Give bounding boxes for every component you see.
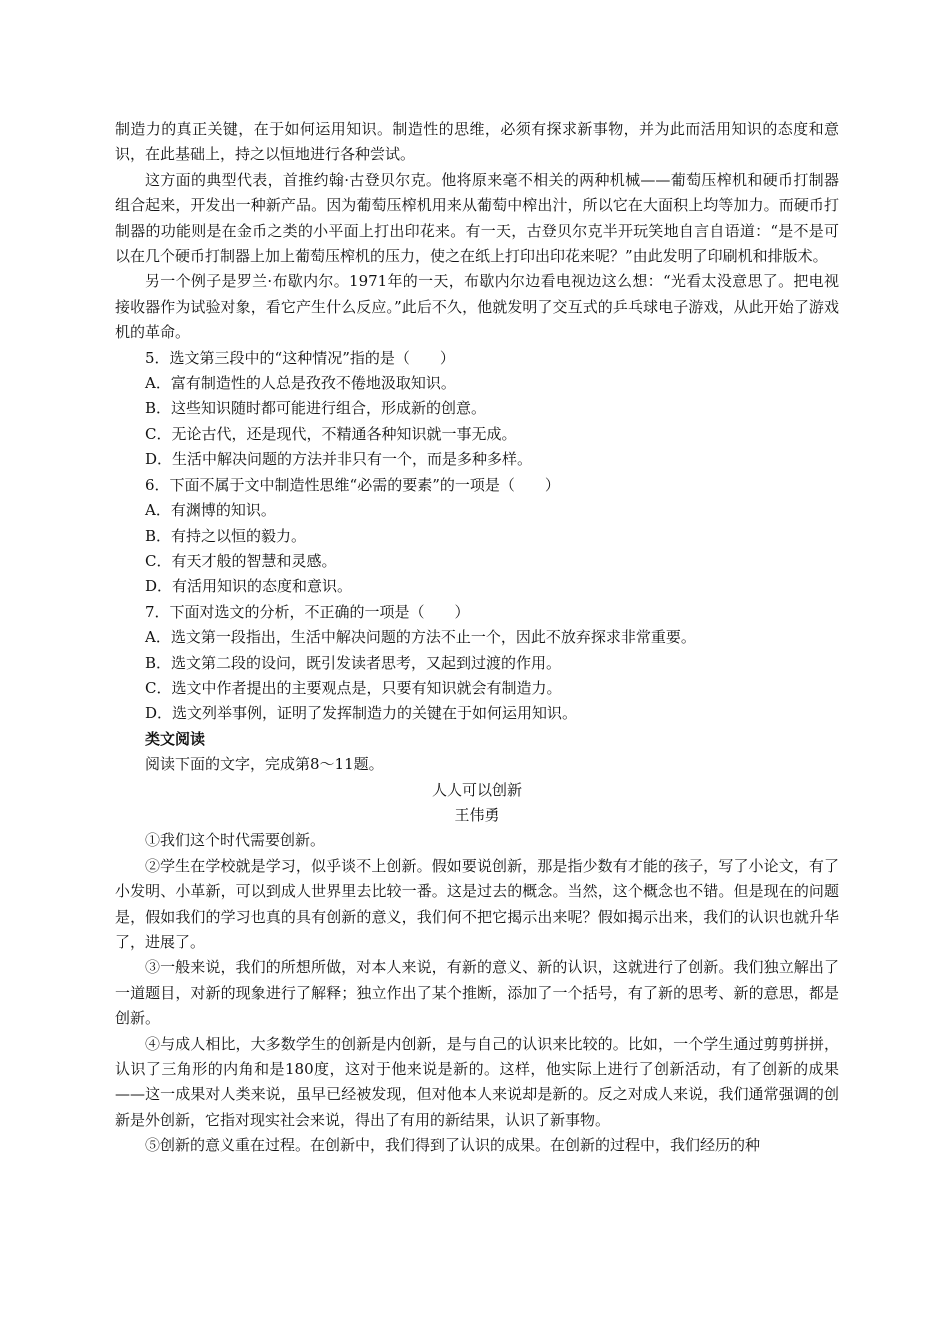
article-paragraph-2: ②学生在学校就是学习，似乎谈不上创新。假如要说创新，那是指少数有才能的孩子，写了小论文，有了小发明、小革新，可以到成人世界里去比较一番。这是过去的概念。当然，这个概念也不错。但是现在的问题是，假如我们的学习也真的具有创新的意义，我们何不把它揭示出来呢？假如揭示出来，我们的认识也就升华了，进展了。	[115, 856, 839, 951]
article-paragraph-5: ⑤创新的意义重在过程。在创新中，我们得到了认识的成果。在创新的过程中，我们经历的种	[145, 1136, 761, 1155]
article-paragraph-3: ③一般来说，我们的所想所做，对本人来说，有新的意义、新的认识，这就进行了创新。我们独立解出了一道题目，对新的现象进行了解释；独立作出了某个推断，添加了一个括号，有了新的思考、新的意思，都是创新。	[115, 958, 839, 1028]
question-6-stem: 6．下面不属于文中制造性思维“必需的要素”的一项是（ ）	[145, 475, 560, 494]
passage-paragraph-2: 这方面的典型代表，首推约翰·古登贝尔克。他将原来毫不相关的两种机械——葡萄压榨机和硬币打制器组合起来，开发出一种新产品。因为葡萄压榨机用来从葡萄中榨出汁，所以它在大面积上均等加力。而硬币打制器的功能则是在金币之类的小平面上打出印花来。有一天，古登贝尔克半开玩笑地自言自语道：“是不是可以在几个硬币打制器上加上葡萄压榨机的压力，使之在纸上打印出印花来呢？”由此发明了印刷机和排版术。	[115, 170, 839, 266]
section-instruction: 阅读下面的文字，完成第8～11题。	[145, 755, 384, 774]
question-7-option-c: C．选文中作者提出的主要观点是，只要有知识就会有制造力。	[145, 678, 562, 697]
question-6-option-b: B．有持之以恒的毅力。	[145, 526, 307, 545]
section-heading: 类文阅读	[145, 729, 206, 748]
passage-paragraph-1: 制造力的真正关键，在于如何运用知识。制造性的思维，必须有探求新事物，并为此而活用知识的态度和意识，在此基础上，持之以恒地进行各种尝试。	[115, 120, 839, 164]
question-7-option-b: B．选文第二段的设问，既引发读者思考，又起到过渡的作用。	[145, 653, 562, 672]
article-author: 王伟勇	[454, 805, 500, 824]
question-5-option-d: D．生活中解决问题的方法并非只有一个，而是多种多样。	[145, 450, 533, 469]
question-5-stem: 5．选文第三段中的“这种情况”指的是（ ）	[145, 348, 455, 367]
question-6-option-c: C．有天才般的智慧和灵感。	[145, 551, 337, 570]
document-page	[115, 117, 839, 1159]
question-7-stem: 7．下面对选文的分析，不正确的一项是（ ）	[145, 602, 470, 621]
question-6-option-d: D．有活用知识的态度和意识。	[145, 577, 353, 596]
question-6-option-a: A．有渊博的知识。	[145, 501, 276, 520]
question-5-option-a: A．富有制造性的人总是孜孜不倦地汲取知识。	[145, 374, 456, 393]
article-title: 人人可以创新	[431, 780, 522, 799]
article-paragraph-1: ①我们这个时代需要创新。	[145, 831, 326, 850]
question-5-option-c: C．无论古代，还是现代，不精通各种知识就一事无成。	[145, 424, 517, 443]
question-7-option-a: A．选文第一段指出，生活中解决问题的方法不止一个，因此不放弃探求非常重要。	[145, 628, 696, 647]
passage-paragraph-3: 另一个例子是罗兰·布歇内尔。1971年的一天，布歇内尔边看电视边这么想：“光看太没意思了。把电视接收器作为试验对象，看它产生什么反应。”此后不久，他就发明了交互式的乒乓球电子游戏，从此开始了游戏机的革命。	[115, 272, 839, 342]
question-7-option-d: D．选文列举事例，证明了发挥制造力的关键在于如何运用知识。	[145, 704, 578, 723]
article-paragraph-4: ④与成人相比，大多数学生的创新是内创新，是与自己的认识来比较的。比如，一个学生通过剪剪拼拼，认识了三角形的内角和是180度，这对于他来说是新的。这样，他实际上进行了创新活动，有了创新的成果——这一成果对人类来说，虽早已经被发现，但对他本人来说却是新的。反之对成人来说，我们通常强调的创新是外创新，它指对现实社会来说，得出了有用的新结果，认识了新事物。	[115, 1034, 839, 1129]
question-5-option-b: B．这些知识随时都可能进行组合，形成新的创意。	[145, 399, 487, 418]
